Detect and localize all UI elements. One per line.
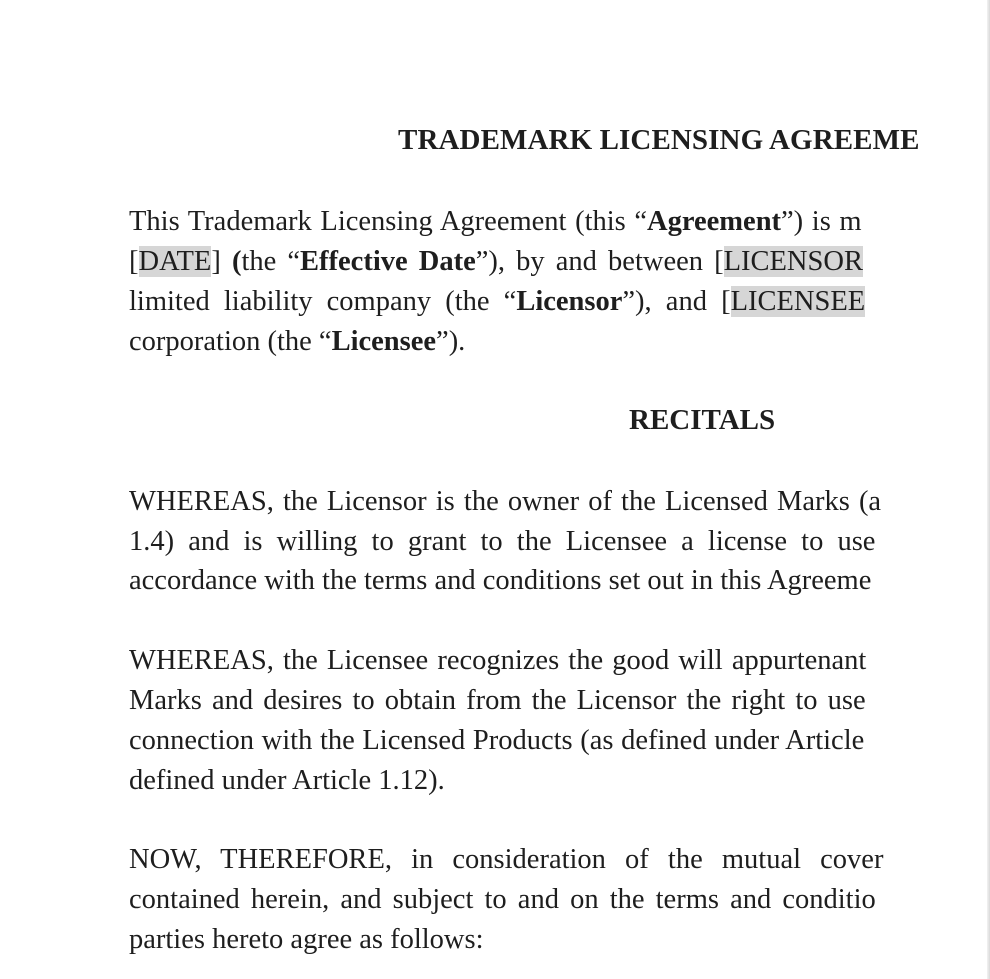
intro-text: corporation (the “: [129, 326, 332, 357]
intro-text: This Trademark Licensing Agreement (this “: [129, 206, 648, 237]
intro-line-3: [129, 285, 865, 319]
intro-text: limited liability company (the “: [129, 286, 517, 317]
now-therefore-line-1: NOW, THEREFORE, in consideration of the mutual cover: [129, 844, 884, 875]
bracket-text: [: [129, 246, 139, 277]
defined-term-licensor: Licensor: [516, 286, 623, 317]
intro-line-4: [129, 325, 465, 359]
whereas1-line-1: WHEREAS, the Licensor is the owner of the Licensed Marks (a: [129, 486, 882, 517]
recitals-heading: RECITALS: [629, 404, 776, 436]
defined-term-licensee: Licensee: [331, 326, 437, 357]
intro-text: ”), by and between [: [475, 246, 724, 277]
intro-text: ”) is m: [781, 206, 862, 237]
whereas2-line-4: defined under Article 1.12).: [129, 765, 445, 796]
whereas1-line-3: accordance with the terms and conditions set out in this Agreeme: [129, 565, 872, 596]
whereas2-line-3: connection with the Licensed Products (as defined under Article: [129, 725, 865, 756]
intro-line-1: [129, 205, 862, 239]
paren-text: (: [231, 246, 242, 277]
intro-text: ”).: [436, 326, 466, 357]
whereas2-line-2: Marks and desires to obtain from the Licensor the right to use: [129, 685, 866, 716]
intro-text: the “: [241, 246, 301, 277]
defined-term-agreement: Agreement: [647, 206, 782, 237]
bracket-text: ]: [211, 246, 232, 277]
document-title: TRADEMARK LICENSING AGREEME: [398, 124, 920, 156]
now-therefore-line-3: parties hereto agree as follows:: [129, 924, 484, 955]
now-therefore-line-2: contained herein, and subject to and on the terms and conditio: [129, 884, 876, 915]
placeholder-date: DATE: [138, 246, 212, 277]
intro-line-2: [129, 245, 863, 279]
whereas2-line-1: WHEREAS, the Licensee recognizes the good will appurtenant: [129, 645, 867, 676]
defined-term-effective-date: Effective Date: [300, 246, 476, 277]
whereas1-line-2: 1.4) and is willing to grant to the Licensee a license to use: [129, 526, 876, 557]
intro-text: ”), and [: [622, 286, 731, 317]
placeholder-licensor: LICENSOR: [723, 246, 863, 277]
placeholder-licensee: LICENSEE: [730, 286, 866, 317]
